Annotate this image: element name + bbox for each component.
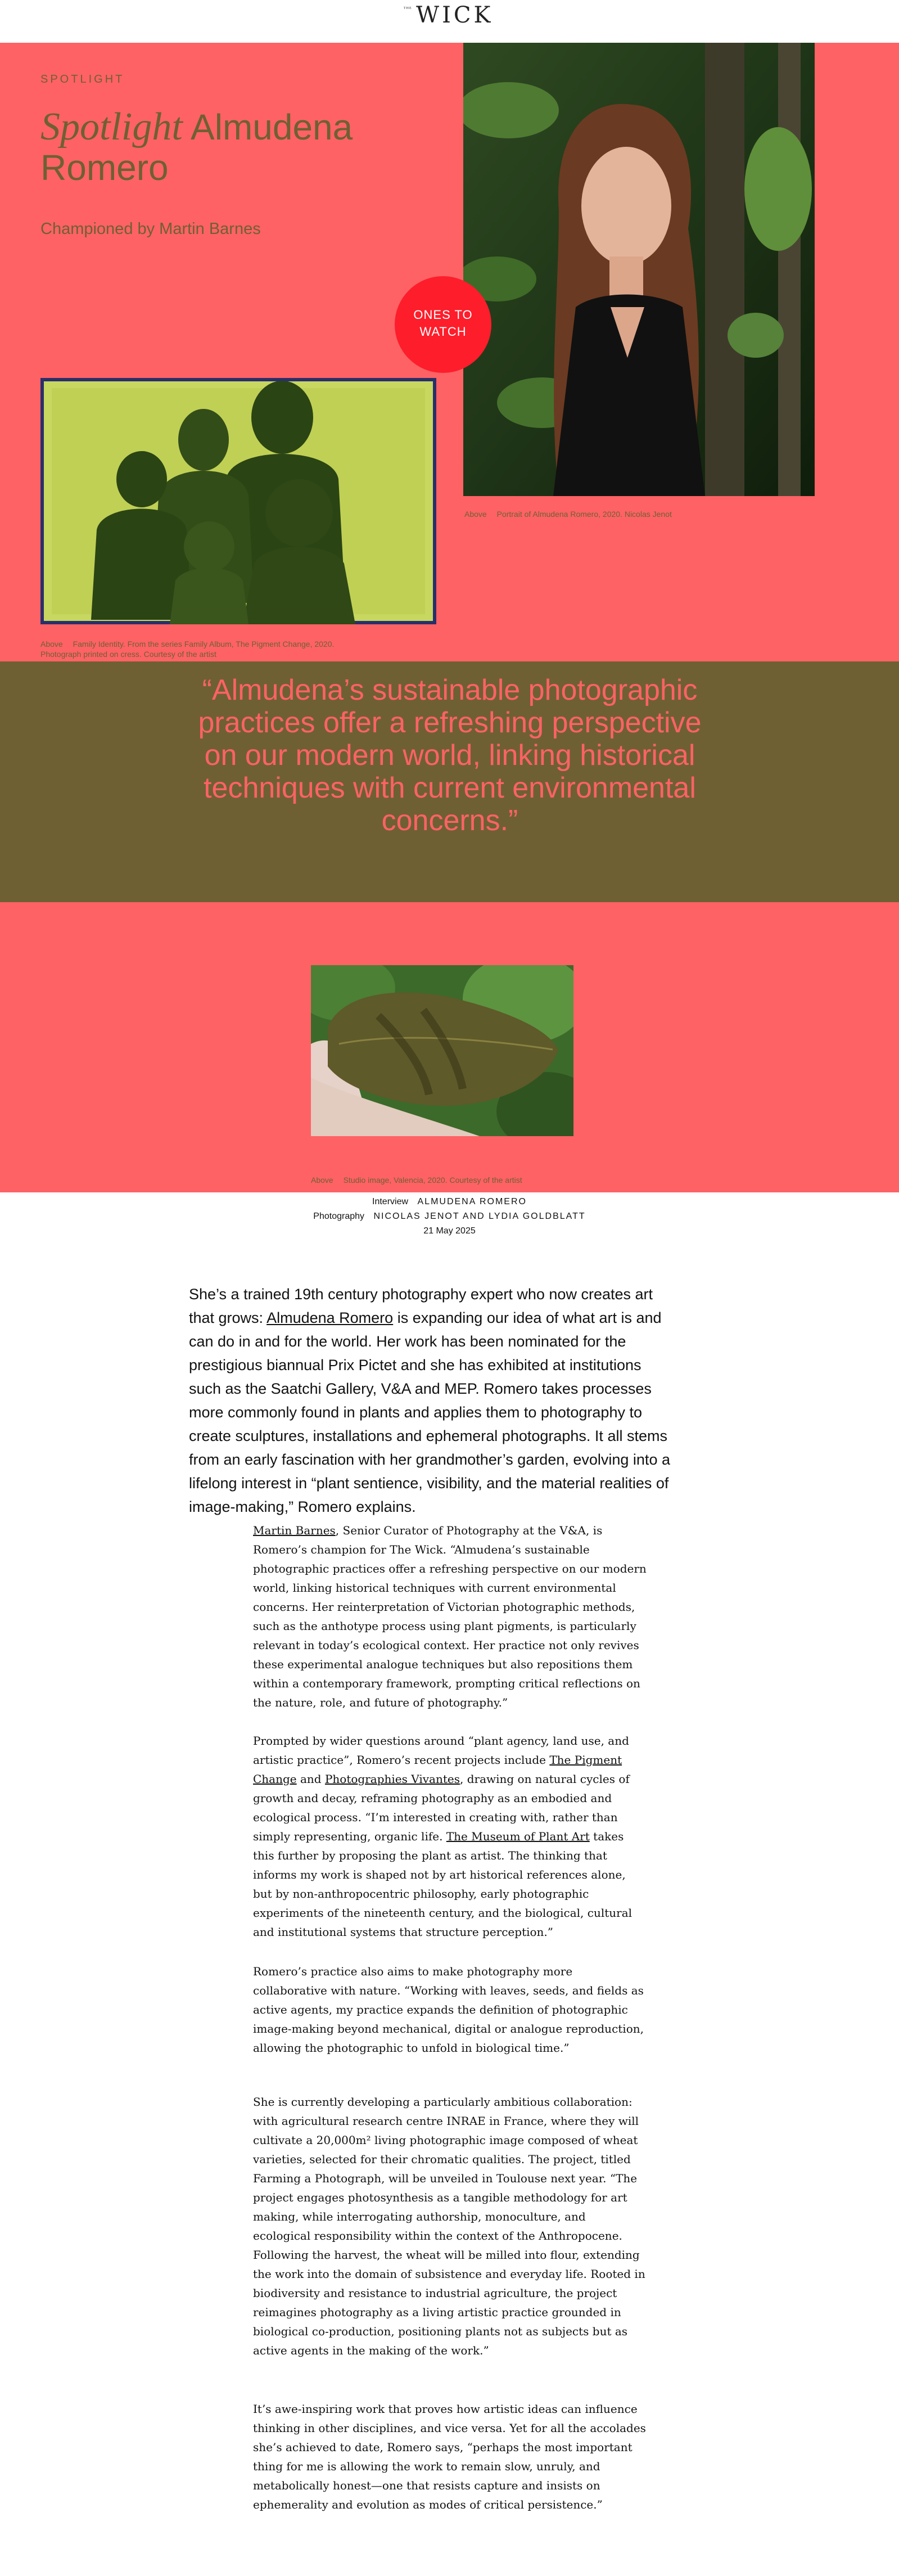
body-paragraph-2 — [253, 1731, 647, 1942]
paragraph-text: takes this further by proposing the plant as artist. The thinking that informs my work is shaped not by art historical references alone, but by non-anthropocentric philosophy, early photographic experiments of the nineteenth century, and the biological, cultural and institutional systems that structure perception.” — [253, 1830, 633, 1939]
paragraph-text: Prompted by wider questions around “plant agency, land use, and artistic practice”, Romero’s recent projects include — [253, 1734, 629, 1767]
article-credits — [0, 1195, 899, 1239]
body-paragraph-5: It’s awe-inspiring work that proves how artistic ideas can influence thinking in other disciplines, and vice versa. Yet for all the accolades she’s achieved to date, Romero says, “perhaps the most important thing for me is allowing the work to remain slow, unruly, and metabolically honest—one that resists capture and insists on ephemerality and evolution as modes of critical persistence.” — [253, 2402, 646, 2511]
title-name: Almudena Romero — [40, 107, 353, 188]
logo-the-text: THE — [404, 7, 412, 10]
title-italic: Spotlight — [40, 105, 183, 148]
photographies-vivantes-link[interactable]: Photographies Vivantes — [324, 1772, 460, 1786]
caption-line-2: Photograph printed on cress. Courtesy of the artist — [40, 650, 216, 659]
caption-text: Family Identity. From the series Family Album, The Pigment Change, 2020. — [73, 640, 335, 648]
quote-section — [0, 661, 899, 902]
caption-text: Studio image, Valencia, 2020. Courtesy of the artist — [343, 1176, 522, 1185]
credit-interview — [0, 1195, 899, 1209]
badge-line-1: ONES TO — [413, 308, 473, 322]
credit-label: Photography — [313, 1212, 365, 1221]
studio-caption — [311, 1175, 522, 1185]
caption-text: Portrait of Almudena Romero, 2020. Nicolas Jenot — [496, 510, 672, 519]
page-title — [40, 107, 378, 188]
leaf-in-hand-illustration — [311, 965, 573, 1136]
cress-photograph-illustration — [40, 378, 436, 624]
intro-paragraph — [189, 1282, 672, 1519]
body-paragraph-1 — [253, 1521, 647, 1712]
family-identity-photo — [40, 378, 436, 624]
champion-line: Championed by Martin Barnes — [40, 220, 261, 238]
pigment-change-link[interactable]: The Pigment Change — [253, 1753, 622, 1786]
caption-lead: Above — [311, 1176, 333, 1185]
caption-lead: Above — [40, 640, 63, 648]
credit-label: Interview — [372, 1197, 409, 1206]
body-paragraph-4: She is currently developing a particularly ambitious collaboration: with agricultural research centre INRAE in France, where they will cultivate a 20,000m² living photographic image composed of wheat varieties, selected for their chromatic qualities. The project, titled Farming a Photograph, will be unveiled in Toulouse next year. “The project engages photosynthesis as a tangible methodology for art making, while interrogating authorship, monoculture, and ecological responsibility within the context of the Anthropocene. Following the harvest, the wheat will be milled into flour, extending the work into the domain of subsistence and everyday life. Rooted in biodiversity and resistance to industrial agriculture, the project reimagines photography as a living artistic practice grounded in biological co-production, positioning plants not as subjects but as active agents in the making of the work.” — [253, 2095, 645, 2357]
section-kicker: SPOTLIGHT — [40, 73, 125, 85]
studio-photo — [311, 965, 573, 1136]
hero-section — [0, 43, 899, 661]
logo-wordmark: WICK — [416, 2, 494, 28]
portrait-illustration — [463, 43, 815, 496]
badge-line-2: WATCH — [419, 325, 467, 339]
paragraph-text: , drawing on natural cycles of growth and decay, reframing photography as an embodied and ecological process. “I’m interested in creating with, rather than simply representing, organic life. — [253, 1772, 630, 1843]
intro-text: She’s a trained 19th century photography expert who now creates art that grows: — [189, 1286, 653, 1326]
ones-to-watch-badge — [395, 276, 491, 373]
family-identity-caption — [40, 639, 445, 659]
the-wick-logo[interactable] — [403, 2, 498, 29]
paragraph-text: and — [296, 1772, 325, 1786]
portrait-photo — [463, 43, 815, 496]
paragraph-text: , Senior Curator of Photography at the V&A, is Romero’s champion for The Wick. “Almudena’s sustainable photographic practices offer a refreshing perspective on our modern world, linking historical techniques with current environmental concerns. Her reinterpretation of Victorian photographic methods, such as the anthotype process using plant pigments, is particularly relevant in today’s ecological context. Her practice not only revives these experimental analogue techniques but also repositions them within a contemporary framework, prompting critical reflections on the nature, role, and future of photography.” — [253, 1524, 647, 1709]
martin-barnes-link[interactable]: Martin Barnes — [253, 1524, 336, 1537]
credit-value: ALMUDENA ROMERO — [417, 1197, 527, 1206]
caption-line-1 — [40, 639, 445, 649]
credit-value: NICOLAS JENOT AND LYDIA GOLDBLATT — [373, 1212, 586, 1221]
body-paragraph-3: Romero’s practice also aims to make photography more collaborative with nature. “Working with leaves, seeds, and fields as active agents, my practice expands the definition of photographic image-making beyond mechanical, digital or analogue reproduction, allowing the photographic to unfold in biological time.” — [253, 1965, 644, 2055]
portrait-caption — [464, 509, 672, 519]
museum-of-plant-art-link[interactable]: The Museum of Plant Art — [446, 1830, 590, 1843]
caption-lead: Above — [464, 510, 487, 519]
studio-section — [0, 902, 899, 1192]
credit-photography — [0, 1209, 899, 1224]
intro-text: is expanding our idea of what art is and can do in and for the world. Her work has been nominated for the prestigious biannual Prix Pictet and she has exhibited at institutions such as the Saatchi Gallery, V&A and MEP. Romero takes processes more commonly found in plants and applies them to photography to create sculptures, installations and ephemeral photographs. It all stems from an early fascination with her grandmother’s garden, evolving into a lifelong interest in “plant sentience, visibility, and the material realities of image-making,” Romero explains. — [189, 1309, 670, 1515]
pull-quote: “Almudena’s sustainable photographic practices offer a refreshing perspective on our modern world, linking historical techniques with current environmental concerns.” — [198, 674, 702, 837]
publish-date: 21 May 2025 — [423, 1226, 476, 1236]
site-header — [0, 0, 899, 43]
almudena-romero-link[interactable]: Almudena Romero — [266, 1309, 394, 1326]
